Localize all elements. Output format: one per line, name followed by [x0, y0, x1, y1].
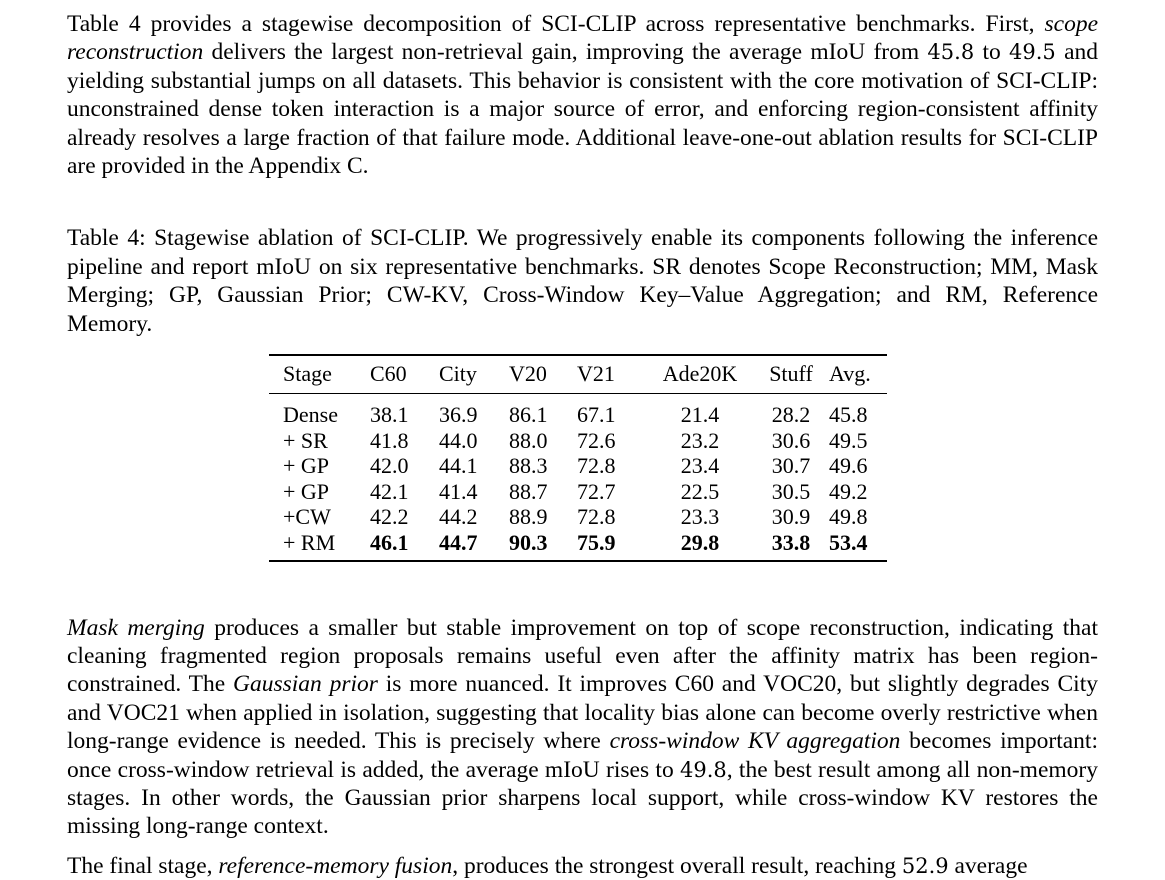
cell-c60: 41.8 [370, 427, 409, 453]
cell-stage: Dense [283, 402, 338, 428]
cell-city: 41.4 [439, 478, 478, 504]
results-table [269, 354, 887, 562]
cell-v20: 88.3 [509, 453, 548, 479]
cell-v20: 88.9 [509, 504, 548, 530]
term-gaussian-prior: Gaussian prior [232, 671, 378, 698]
cell-stuff: 33.8 [771, 530, 811, 556]
final-text-1: The final stage, [67, 852, 219, 879]
cell-stage: + RM [283, 530, 336, 556]
results-table-wrap [269, 354, 887, 562]
cell-v20: 88.0 [509, 427, 548, 453]
discussion-text-4: , the best result among all non-memory stages. In other words, the Gaussian prior sharpens local support, while cross-window KV restores the missing long-range context. [67, 756, 1098, 840]
cell-stage: +CW [283, 504, 331, 530]
cell-stuff: 30.9 [771, 504, 811, 530]
header-stuff: Stuff [753, 355, 829, 394]
header-v20: V20 [509, 355, 577, 394]
cell-v21: 72.8 [577, 453, 616, 479]
cell-stuff: 30.5 [771, 478, 811, 504]
cell-stuff: 30.7 [771, 453, 811, 479]
final-stage-paragraph [67, 852, 1098, 880]
cell-ade20k: 23.2 [680, 427, 720, 453]
cell-ade20k: 29.8 [680, 530, 720, 556]
table-row [269, 453, 887, 479]
cell-ade20k: 23.3 [680, 504, 720, 530]
cell-ade20k: 22.5 [680, 478, 720, 504]
intro-text-4: and yielding substantial jumps on all datasets. This behavior is consistent with the core motivation of SCI-CLIP: unconstrained dense token interaction is a major source of error, and enforcing region-consistent affinity already resolves a large fraction of that failure mode. Additional leave-one-out ablation results for SCI-CLIP are provided in the Appendix C. [67, 39, 1099, 180]
cell-stage: + GP [283, 478, 330, 504]
table-row [269, 394, 887, 428]
term-cross-window-kv: cross-window KV aggregation [609, 728, 901, 755]
cell-avg: 49.5 [829, 427, 868, 453]
cell-stage: + GP [283, 453, 330, 479]
term-mask-merging: Mask merging [67, 614, 205, 641]
cell-city: 44.1 [439, 453, 478, 479]
cell-city: 44.0 [439, 427, 478, 453]
cell-avg: 49.6 [829, 453, 868, 479]
cell-c60: 42.0 [370, 453, 409, 479]
intro-text-2: delivers the largest non-retrieval gain, improving the average mIoU from [203, 39, 928, 66]
cell-v21: 67.1 [577, 402, 616, 428]
cell-ade20k: 21.4 [680, 402, 720, 428]
final-number-1: 52.9 [901, 853, 949, 878]
header-avg: Avg. [829, 355, 887, 394]
header-c60: C60 [370, 355, 439, 394]
cell-city: 44.7 [439, 530, 478, 556]
discussion-number-1: 49.8 [679, 757, 727, 782]
cell-avg: 53.4 [829, 530, 868, 556]
table-row [269, 428, 887, 454]
cell-city: 44.2 [439, 504, 478, 530]
cell-v21: 72.6 [577, 427, 616, 453]
cell-c60: 38.1 [370, 402, 409, 428]
final-text-2: , produces the strongest overall result, reaching [452, 852, 902, 879]
discussion-text-1: produces a smaller but stable improvement on top of scope reconstruction, indicating that cleaning fragmented region proposals remains useful even after the affinity matrix has been region-constrained. The [67, 614, 1098, 698]
intro-text-3: to [974, 39, 1010, 66]
final-text-3: average [948, 852, 1028, 879]
header-city: City [439, 355, 509, 394]
cell-avg: 49.8 [829, 504, 868, 530]
cell-v21: 72.7 [577, 478, 616, 504]
cell-c60: 42.2 [370, 504, 409, 530]
cell-v20: 90.3 [509, 530, 548, 556]
cell-stuff: 28.2 [771, 402, 811, 428]
paper-page [67, 10, 1098, 880]
header-ade20k: Ade20K [647, 355, 753, 394]
discussion-paragraph [67, 614, 1098, 841]
cell-v20: 86.1 [509, 402, 548, 428]
table-row [269, 479, 887, 505]
table-row [269, 504, 887, 530]
cell-c60: 42.1 [370, 478, 409, 504]
cell-v20: 88.7 [509, 478, 548, 504]
cell-city: 36.9 [439, 402, 478, 428]
header-v21: V21 [577, 355, 647, 394]
discussion-text-3: becomes important: once cross-window retrieval is added, the average mIoU rises to [67, 728, 1098, 783]
header-stage: Stage [269, 355, 370, 394]
intro-number-1: 45.8 [927, 40, 975, 65]
cell-ade20k: 23.4 [680, 453, 720, 479]
discussion-text-2: is more nuanced. It improves C60 and VOC20, but slightly degrades City and VOC21 when applied in isolation, suggesting that locality bias alone can become overly restrictive when long-range evidence is needed. This is precisely where [67, 671, 1098, 755]
cell-avg: 49.2 [829, 478, 868, 504]
term-reference-memory-fusion: reference-memory fusion [218, 852, 453, 879]
cell-c60: 46.1 [370, 530, 409, 556]
intro-number-2: 49.5 [1009, 40, 1056, 65]
table-caption: Table 4: Stagewise ablation of SCI-CLIP. We progressively enable its components following the inference pipeline and report mIoU on six representative benchmarks. SR denotes Scope Reconstruction; MM, Mask Merging; GP, Gaussian Prior; CW-KV, Cross-Window Key–Value Aggregation; and RM, Reference Memory. [67, 225, 1098, 337]
table-header-row [269, 355, 887, 394]
intro-text-1: Table 4 provides a stagewise decomposition of SCI-CLIP across representative benchmarks. First, [67, 11, 1035, 37]
cell-v21: 72.8 [577, 504, 616, 530]
intro-paragraph [67, 10, 1098, 180]
intro-term-scope-reconstruction: scope reconstruction [67, 11, 1099, 66]
table-row-best [269, 530, 887, 561]
cell-avg: 45.8 [829, 402, 868, 428]
cell-stage: + SR [283, 427, 328, 453]
cell-v21: 75.9 [577, 530, 616, 556]
cell-stuff: 30.6 [771, 427, 811, 453]
